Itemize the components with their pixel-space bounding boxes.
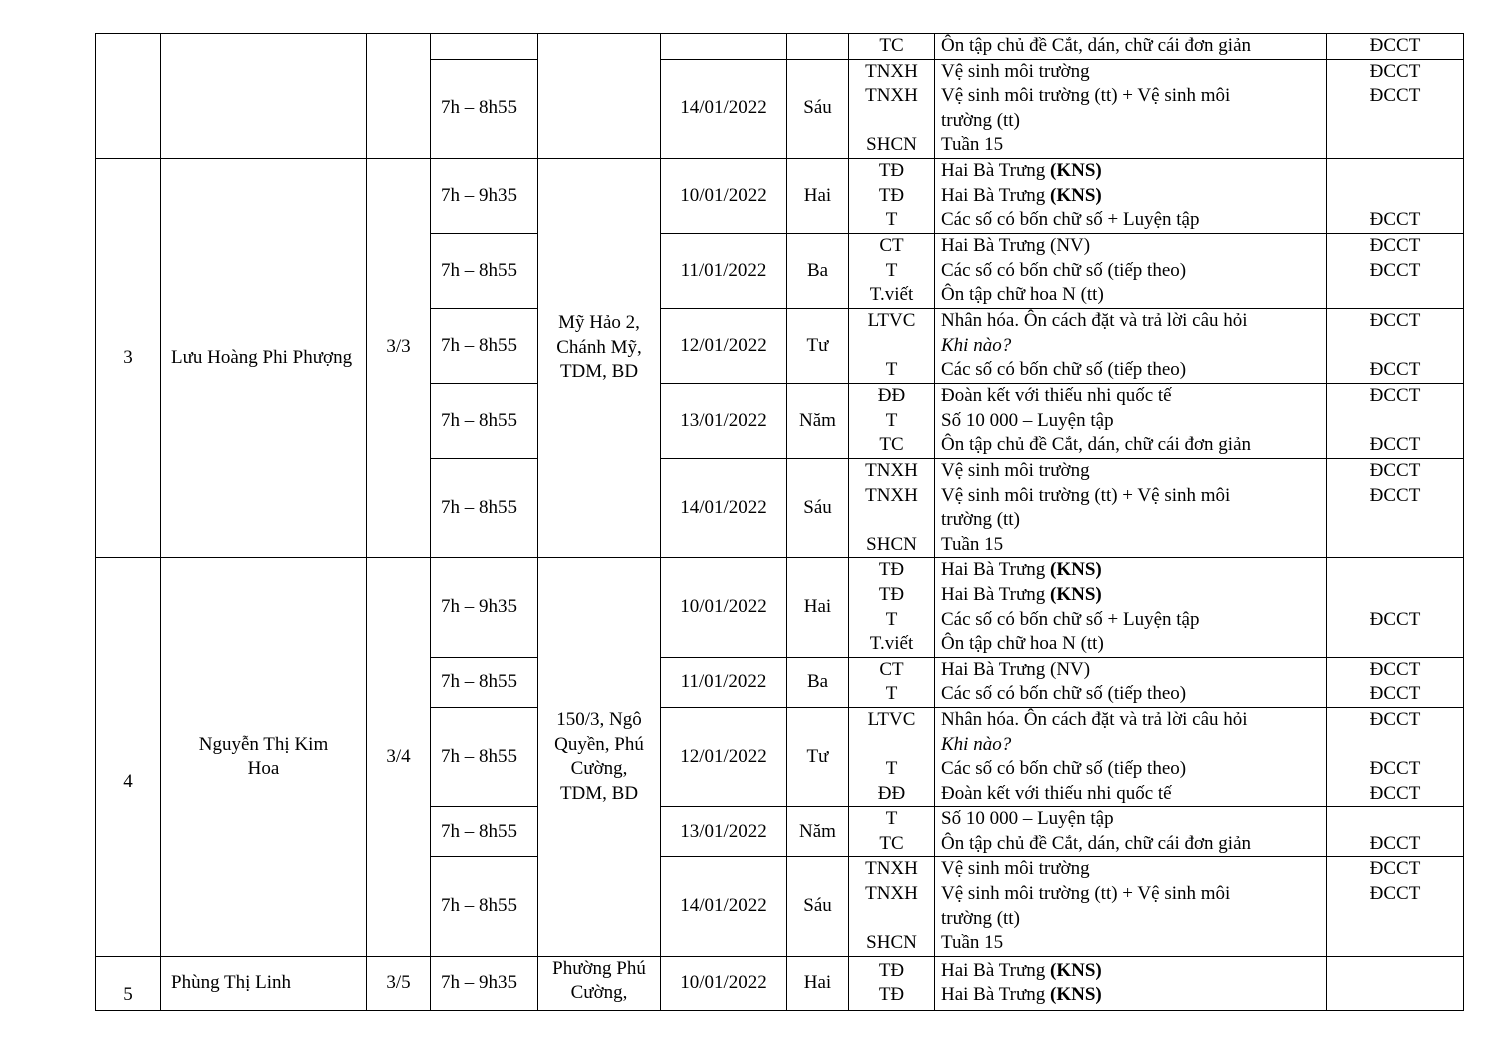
date-cell: 11/01/2022	[661, 233, 787, 308]
subject-code: T.viết	[869, 633, 914, 655]
note-text: ĐCCT	[1369, 235, 1421, 257]
lesson-title	[941, 484, 1320, 509]
lesson-text: Ôn tập chủ đề Cắt, dán, chữ cái đơn giản	[941, 35, 1252, 56]
subject-code: LTVC	[867, 310, 916, 332]
subject-code: TNXH	[865, 858, 918, 880]
lesson-text: Khi nào?	[941, 733, 1012, 755]
subject-code: TĐ	[878, 184, 905, 206]
note-text	[1333, 931, 1457, 956]
note-text: ĐCCT	[1369, 832, 1421, 854]
class-cell: 3/3	[367, 158, 431, 557]
lesson-title	[941, 533, 1320, 558]
date-cell: 10/01/2022	[661, 158, 787, 233]
note-text: ĐCCT	[1369, 385, 1421, 407]
lesson-title	[941, 983, 1320, 1008]
subject-code: TNXH	[865, 484, 918, 506]
table-row	[96, 558, 1464, 657]
lesson-text: trường (tt)	[941, 109, 1020, 131]
lesson-title	[941, 433, 1320, 458]
lesson-cell	[935, 857, 1327, 956]
lesson-text: Ôn tập chữ hoa N (tt)	[941, 633, 1104, 655]
note-cell	[1327, 233, 1464, 308]
class-cell: 3/5	[367, 956, 431, 1010]
lesson-text: Tuần 15	[941, 134, 1004, 156]
lesson-text: Đoàn kết với thiếu nhi quốc tế	[941, 782, 1172, 804]
time-cell: 7h – 9h35	[431, 558, 538, 657]
lesson-text: Hai Bà Trưng	[941, 984, 1051, 1006]
note-text	[1333, 558, 1457, 583]
note-text	[1333, 632, 1457, 657]
lesson-cell	[935, 233, 1327, 308]
lesson-title	[941, 931, 1320, 956]
lesson-text: Các số có bốn chữ số (tiếp theo)	[941, 359, 1187, 381]
note-text	[1333, 334, 1457, 359]
lesson-text: (KNS)	[1050, 583, 1102, 605]
lesson-text: Các số có bốn chữ số (tiếp theo)	[941, 259, 1187, 281]
lesson-title	[941, 807, 1320, 832]
note-cell	[1327, 707, 1464, 806]
time-cell: 7h – 8h55	[431, 807, 538, 857]
subject-cell	[849, 657, 935, 707]
date-cell: 12/01/2022	[661, 308, 787, 383]
lesson-text: Số 10 000 – Luyện tập	[941, 409, 1114, 431]
subject-code: CT	[879, 658, 904, 680]
lesson-cell	[935, 59, 1327, 158]
lesson-text: Tuần 15	[941, 932, 1004, 954]
note-cell	[1327, 34, 1464, 60]
subject-code: TNXH	[865, 883, 918, 905]
note-cell	[1327, 807, 1464, 857]
schedule-table	[95, 33, 1464, 1011]
note-text: ĐCCT	[1369, 858, 1421, 880]
subject-code: ĐĐ	[877, 782, 906, 804]
stt-cell: 5	[96, 956, 161, 1010]
time-cell: 7h – 8h55	[431, 657, 538, 707]
date-cell: 14/01/2022	[661, 59, 787, 158]
lesson-text: Các số có bốn chữ số + Luyện tập	[941, 209, 1200, 231]
address-cell: 150/3, Ngô Quyền, Phú Cường, TDM, BD	[538, 558, 661, 957]
subject-code	[855, 109, 928, 134]
lesson-text: (KNS)	[1050, 984, 1102, 1006]
time-cell: 7h – 8h55	[431, 458, 538, 557]
subject-code: T	[885, 259, 898, 281]
lesson-text: Ôn tập chữ hoa N (tt)	[941, 284, 1104, 306]
stt-cell: 3	[96, 158, 161, 557]
lesson-text: Các số có bốn chữ số (tiếp theo)	[941, 758, 1187, 780]
class-cell: 3/4	[367, 558, 431, 957]
subject-cell	[849, 383, 935, 458]
note-text: ĐCCT	[1369, 658, 1421, 680]
day-cell: Hai	[787, 158, 849, 233]
subject-code: ĐĐ	[877, 385, 906, 407]
lesson-text: Ôn tập chủ đề Cắt, dán, chữ cái đơn giản	[941, 434, 1252, 456]
class-cell	[367, 34, 431, 159]
lesson-cell	[935, 558, 1327, 657]
lesson-title	[941, 608, 1320, 633]
lesson-title	[941, 159, 1320, 184]
day-cell: Năm	[787, 383, 849, 458]
table-row	[96, 158, 1464, 233]
day-cell: Năm	[787, 807, 849, 857]
date-cell: 10/01/2022	[661, 956, 787, 1010]
subject-code: TĐ	[878, 583, 905, 605]
lesson-title	[941, 409, 1320, 434]
subject-code: TĐ	[878, 984, 905, 1006]
note-text: ĐCCT	[1369, 359, 1421, 381]
note-text: ĐCCT	[1369, 782, 1421, 804]
lesson-title	[941, 757, 1320, 782]
lesson-title	[941, 682, 1320, 707]
note-cell	[1327, 558, 1464, 657]
lesson-title	[941, 558, 1320, 583]
note-text: ĐCCT	[1369, 683, 1421, 705]
date-cell: 10/01/2022	[661, 558, 787, 657]
table-row	[96, 956, 1464, 1010]
note-text: ĐCCT	[1369, 85, 1421, 107]
note-text	[1333, 733, 1457, 758]
lesson-title	[941, 208, 1320, 233]
note-text: ĐCCT	[1369, 883, 1421, 905]
time-cell: 7h – 9h35	[431, 956, 538, 1010]
subject-cell	[849, 458, 935, 557]
subject-code: TĐ	[878, 959, 905, 981]
lesson-text: Vệ sinh môi trường (tt) + Vệ sinh môi	[941, 85, 1231, 107]
lesson-text: Vệ sinh môi trường (tt) + Vệ sinh môi	[941, 484, 1231, 506]
subject-code: SHCN	[866, 533, 917, 555]
teacher-name-cell: Phùng Thị Linh	[161, 956, 367, 1010]
subject-code: T	[885, 808, 898, 830]
subject-code	[855, 907, 928, 932]
subject-code: TC	[879, 434, 904, 456]
note-text	[1333, 533, 1457, 558]
day-cell: Tư	[787, 707, 849, 806]
day-cell: Ba	[787, 233, 849, 308]
lesson-title	[941, 60, 1320, 85]
lesson-text: Nhân hóa. Ôn cách đặt và trả lời câu hỏi	[941, 310, 1248, 332]
lesson-title	[941, 708, 1320, 733]
subject-code	[855, 334, 928, 359]
note-cell	[1327, 657, 1464, 707]
date-cell: 14/01/2022	[661, 458, 787, 557]
day-cell: Ba	[787, 657, 849, 707]
lesson-text: Vệ sinh môi trường	[941, 459, 1090, 481]
lesson-cell	[935, 807, 1327, 857]
day-cell: Sáu	[787, 59, 849, 158]
lesson-text: Nhân hóa. Ôn cách đặt và trả lời câu hỏi	[941, 708, 1248, 730]
lesson-text: Các số có bốn chữ số (tiếp theo)	[941, 683, 1187, 705]
time-cell: 7h – 8h55	[431, 707, 538, 806]
address-cell: Phường Phú Cường,	[538, 956, 661, 1010]
date-cell: 14/01/2022	[661, 857, 787, 956]
table-row	[96, 34, 1464, 60]
subject-code: T	[885, 359, 898, 381]
day-cell: Sáu	[787, 857, 849, 956]
time-cell: 7h – 9h35	[431, 158, 538, 233]
note-text: ĐCCT	[1369, 259, 1421, 281]
subject-code: T	[885, 209, 898, 231]
lesson-text: (KNS)	[1050, 559, 1102, 581]
lesson-title	[941, 34, 1320, 59]
day-cell: Sáu	[787, 458, 849, 557]
lesson-title	[941, 959, 1320, 984]
subject-code	[855, 508, 928, 533]
subject-code: TNXH	[865, 60, 918, 82]
lesson-title	[941, 109, 1320, 134]
time-cell: 7h – 8h55	[431, 383, 538, 458]
subject-cell	[849, 158, 935, 233]
lesson-title	[941, 782, 1320, 807]
subject-cell	[849, 34, 935, 60]
lesson-text: Hai Bà Trưng	[941, 583, 1051, 605]
teacher-name-cell: Lưu Hoàng Phi Phượng	[161, 158, 367, 557]
teacher-name-cell: Nguyễn Thị Kim Hoa	[161, 558, 367, 957]
time-cell	[431, 34, 538, 60]
subject-code: T	[885, 608, 898, 630]
note-text	[1333, 508, 1457, 533]
time-cell: 7h – 8h55	[431, 59, 538, 158]
subject-code: TNXH	[865, 85, 918, 107]
subject-code: TC	[879, 35, 904, 56]
lesson-cell	[935, 458, 1327, 557]
lesson-text: (KNS)	[1050, 959, 1102, 981]
note-text	[1333, 184, 1457, 209]
lesson-title	[941, 259, 1320, 284]
note-text	[1333, 159, 1457, 184]
note-text	[1333, 409, 1457, 434]
date-cell: 12/01/2022	[661, 707, 787, 806]
subject-code: T.viết	[869, 284, 914, 306]
subject-cell	[849, 59, 935, 158]
note-text	[1333, 907, 1457, 932]
subject-code: TC	[879, 832, 904, 854]
lesson-title	[941, 358, 1320, 383]
lesson-text: (KNS)	[1050, 160, 1102, 182]
lesson-cell	[935, 956, 1327, 1010]
lesson-text: Hai Bà Trưng (NV)	[941, 658, 1091, 680]
lesson-title	[941, 283, 1320, 308]
note-text: ĐCCT	[1369, 434, 1421, 456]
subject-code: T	[885, 683, 898, 705]
date-cell: 13/01/2022	[661, 807, 787, 857]
date-cell: 13/01/2022	[661, 383, 787, 458]
lesson-title	[941, 384, 1320, 409]
note-text: ĐCCT	[1369, 459, 1421, 481]
note-text	[1333, 133, 1457, 158]
stt-cell	[96, 34, 161, 159]
date-cell	[661, 34, 787, 60]
lesson-title	[941, 583, 1320, 608]
lesson-title	[941, 184, 1320, 209]
lesson-title	[941, 459, 1320, 484]
subject-cell	[849, 956, 935, 1010]
date-cell: 11/01/2022	[661, 657, 787, 707]
lesson-title	[941, 508, 1320, 533]
lesson-text: Số 10 000 – Luyện tập	[941, 808, 1114, 830]
subject-code: TĐ	[878, 559, 905, 581]
subject-cell	[849, 558, 935, 657]
subject-code: CT	[879, 235, 904, 257]
note-text: ĐCCT	[1369, 310, 1421, 332]
day-cell: Hai	[787, 558, 849, 657]
lesson-text: Các số có bốn chữ số + Luyện tập	[941, 608, 1200, 630]
subject-code: SHCN	[866, 134, 917, 156]
subject-cell	[849, 857, 935, 956]
stt-cell: 4	[96, 558, 161, 957]
lesson-title	[941, 84, 1320, 109]
lesson-title	[941, 658, 1320, 683]
lesson-cell	[935, 657, 1327, 707]
note-cell	[1327, 458, 1464, 557]
subject-code: T	[885, 409, 898, 431]
note-text: ĐCCT	[1369, 484, 1421, 506]
lesson-text: Hai Bà Trưng	[941, 184, 1051, 206]
note-text	[1333, 109, 1457, 134]
subject-code: T	[885, 758, 898, 780]
note-text	[1333, 583, 1457, 608]
time-cell: 7h – 8h55	[431, 308, 538, 383]
lesson-text: Vệ sinh môi trường (tt) + Vệ sinh môi	[941, 883, 1231, 905]
note-text: ĐCCT	[1369, 608, 1421, 630]
lesson-text: Khi nào?	[941, 334, 1012, 356]
lesson-cell	[935, 707, 1327, 806]
subject-cell	[849, 707, 935, 806]
note-text: ĐCCT	[1369, 35, 1421, 56]
lesson-text: (KNS)	[1050, 184, 1102, 206]
subject-cell	[849, 233, 935, 308]
note-cell	[1327, 956, 1464, 1010]
note-text	[1333, 959, 1457, 984]
note-cell	[1327, 857, 1464, 956]
subject-code	[855, 733, 928, 758]
note-text: ĐCCT	[1369, 209, 1421, 231]
day-cell: Tư	[787, 308, 849, 383]
note-text: ĐCCT	[1369, 758, 1421, 780]
note-text: ĐCCT	[1369, 708, 1421, 730]
note-text	[1333, 283, 1457, 308]
lesson-title	[941, 234, 1320, 259]
note-cell	[1327, 158, 1464, 233]
lesson-cell	[935, 308, 1327, 383]
time-cell: 7h – 8h55	[431, 857, 538, 956]
lesson-title	[941, 882, 1320, 907]
time-cell: 7h – 8h55	[431, 233, 538, 308]
subject-cell	[849, 308, 935, 383]
address-cell	[538, 34, 661, 159]
lesson-cell	[935, 158, 1327, 233]
note-text	[1333, 983, 1457, 1008]
day-cell: Hai	[787, 956, 849, 1010]
lesson-text: trường (tt)	[941, 509, 1020, 531]
address-cell: Mỹ Hảo 2, Chánh Mỹ, TDM, BD	[538, 158, 661, 557]
note-cell	[1327, 308, 1464, 383]
lesson-title	[941, 309, 1320, 334]
note-cell	[1327, 383, 1464, 458]
lesson-title	[941, 133, 1320, 158]
subject-code: TĐ	[878, 160, 905, 182]
lesson-text: Hai Bà Trưng	[941, 959, 1051, 981]
subject-code: LTVC	[867, 708, 916, 730]
lesson-text: Đoàn kết với thiếu nhi quốc tế	[941, 385, 1172, 407]
lesson-title	[941, 334, 1320, 359]
teacher-name-cell	[161, 34, 367, 159]
note-text	[1333, 807, 1457, 832]
lesson-text: trường (tt)	[941, 907, 1020, 929]
lesson-title	[941, 857, 1320, 882]
lesson-text: Hai Bà Trưng	[941, 160, 1051, 182]
subject-cell	[849, 807, 935, 857]
lesson-title	[941, 632, 1320, 657]
lesson-title	[941, 832, 1320, 857]
lesson-cell	[935, 34, 1327, 60]
lesson-text: Vệ sinh môi trường	[941, 60, 1090, 82]
lesson-title	[941, 907, 1320, 932]
lesson-text: Ôn tập chủ đề Cắt, dán, chữ cái đơn giản	[941, 832, 1252, 854]
note-cell	[1327, 59, 1464, 158]
lesson-text: Hai Bà Trưng (NV)	[941, 235, 1091, 257]
lesson-cell	[935, 383, 1327, 458]
lesson-text: Vệ sinh môi trường	[941, 858, 1090, 880]
lesson-text: Tuần 15	[941, 533, 1004, 555]
day-cell	[787, 34, 849, 60]
subject-code: SHCN	[866, 932, 917, 954]
lesson-text: Hai Bà Trưng	[941, 559, 1051, 581]
subject-code: TNXH	[865, 459, 918, 481]
note-text: ĐCCT	[1369, 60, 1421, 82]
lesson-title	[941, 733, 1320, 758]
